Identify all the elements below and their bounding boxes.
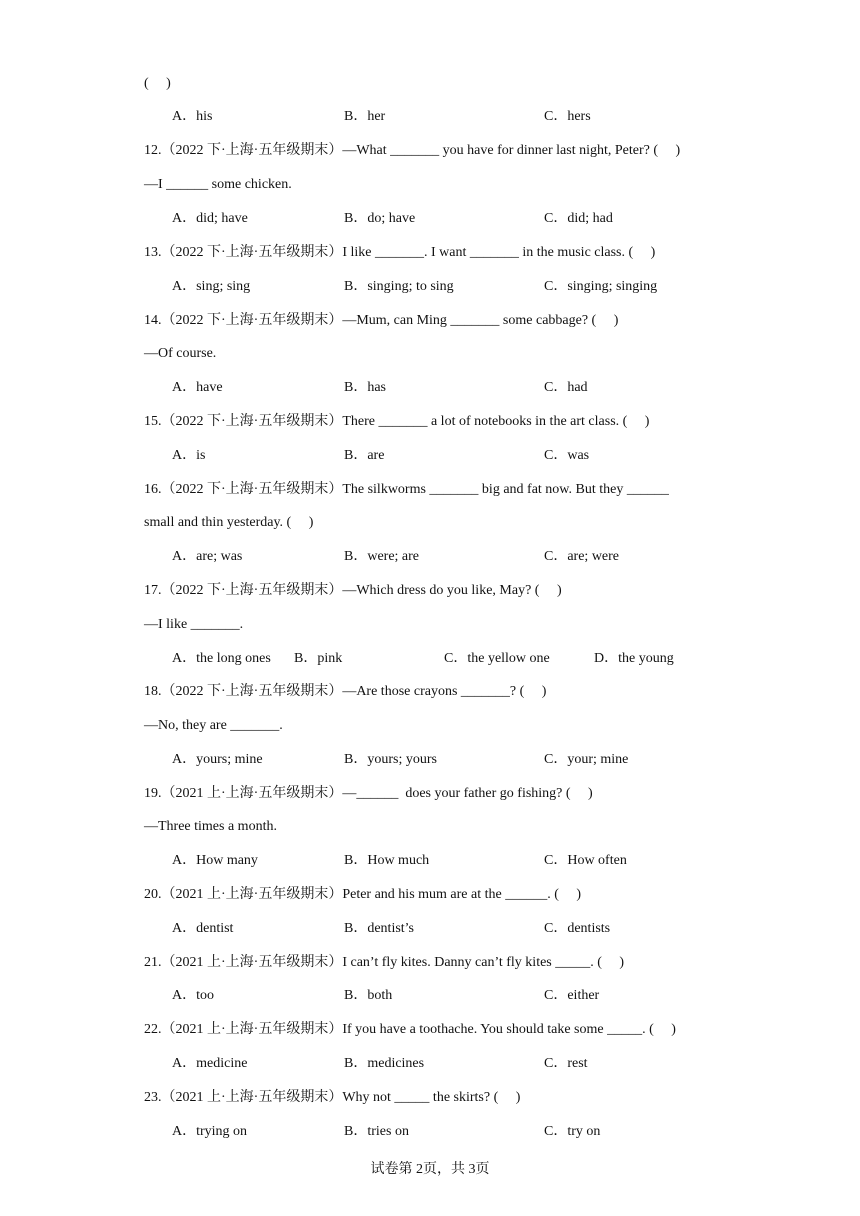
- question-23-option-a[interactable]: A．trying on: [172, 1124, 248, 1139]
- question-14-stem: 14.（2022 下·上海·五年级期末）—Mum, can Ming _______ some cabbage? ( ): [144, 313, 619, 328]
- question-17-continuation: —I like _______.: [144, 617, 244, 632]
- question-12-stem: 12.（2022 下·上海·五年级期末）—What _______ you have for dinner last night, Peter? ( ): [144, 143, 681, 158]
- question-11-bracket: ( ): [144, 76, 171, 91]
- question-23-stem: 23.（2021 上·上海·五年级期末）Why not _____ the skirts? ( ): [144, 1090, 521, 1105]
- question-19-option-c[interactable]: C．How often: [544, 853, 627, 868]
- question-18-stem: 18.（2022 下·上海·五年级期末）—Are those crayons _______? ( ): [144, 684, 547, 699]
- question-13-option-c[interactable]: C．singing; singing: [544, 279, 658, 294]
- page-footer: 试卷第 2页，共 3页: [370, 1162, 490, 1177]
- question-21-stem: 21.（2021 上·上海·五年级期末）I can’t fly kites. Danny can’t fly kites _____. ( ): [144, 955, 625, 970]
- question-16-continuation: small and thin yesterday. ( ): [144, 515, 314, 530]
- question-14-option-a[interactable]: A．have: [172, 380, 223, 395]
- question-20-option-a[interactable]: A．dentist: [172, 921, 234, 936]
- question-19-continuation: —Three times a month.: [144, 819, 277, 834]
- question-21-option-c[interactable]: C．either: [544, 988, 600, 1003]
- question-11-option-b[interactable]: B．her: [344, 109, 386, 124]
- question-17-option-d[interactable]: D．the young: [594, 651, 674, 666]
- question-12-option-a[interactable]: A．did; have: [172, 211, 248, 226]
- question-13-option-a[interactable]: A．sing; sing: [172, 279, 251, 294]
- question-22-option-a[interactable]: A．medicine: [172, 1056, 248, 1071]
- question-17-option-b[interactable]: B．pink: [294, 651, 343, 666]
- question-19-stem: 19.（2021 上·上海·五年级期末）—______ does your father go fishing? ( ): [144, 786, 593, 801]
- question-20-stem: 20.（2021 上·上海·五年级期末）Peter and his mum are at the ______. ( ): [144, 887, 582, 902]
- question-16-stem: 16.（2022 下·上海·五年级期末）The silkworms _______ big and fat now. But they ______: [144, 482, 669, 497]
- question-23-option-b[interactable]: B．tries on: [344, 1124, 409, 1139]
- question-17-option-a[interactable]: A．the long ones: [172, 651, 271, 666]
- question-19-option-a[interactable]: A．How many: [172, 853, 258, 868]
- question-15-stem: 15.（2022 下·上海·五年级期末）There _______ a lot of notebooks in the art class. ( ): [144, 414, 650, 429]
- question-22-option-b[interactable]: B．medicines: [344, 1056, 425, 1071]
- question-18-option-c[interactable]: C．your; mine: [544, 752, 629, 767]
- question-18-option-a[interactable]: A．yours; mine: [172, 752, 263, 767]
- question-13-stem: 13.（2022 下·上海·五年级期末）I like _______. I want _______ in the music class. ( ): [144, 245, 656, 260]
- question-23-option-c[interactable]: C．try on: [544, 1124, 601, 1139]
- question-18-option-b[interactable]: B．yours; yours: [344, 752, 437, 767]
- question-17-stem: 17.（2022 下·上海·五年级期末）—Which dress do you like, May? ( ): [144, 583, 562, 598]
- question-14-option-c[interactable]: C．had: [544, 380, 588, 395]
- question-15-option-a[interactable]: A．is: [172, 448, 206, 463]
- question-11-option-c[interactable]: C．hers: [544, 109, 591, 124]
- question-22-option-c[interactable]: C．rest: [544, 1056, 588, 1071]
- question-16-option-b[interactable]: B．were; are: [344, 549, 420, 564]
- question-20-option-b[interactable]: B．dentist’s: [344, 921, 415, 936]
- question-11-option-a[interactable]: A．his: [172, 109, 213, 124]
- question-14-option-b[interactable]: B．has: [344, 380, 386, 395]
- question-15-option-b[interactable]: B．are: [344, 448, 385, 463]
- question-12-option-b[interactable]: B．do; have: [344, 211, 416, 226]
- question-22-stem: 22.（2021 上·上海·五年级期末）If you have a toothache. You should take some _____. ( ): [144, 1022, 676, 1037]
- question-13-option-b[interactable]: B．singing; to sing: [344, 279, 454, 294]
- question-20-option-c[interactable]: C．dentists: [544, 921, 611, 936]
- question-21-option-a[interactable]: A．too: [172, 988, 214, 1003]
- question-16-option-a[interactable]: A．are; was: [172, 549, 243, 564]
- question-16-option-c[interactable]: C．are; were: [544, 549, 620, 564]
- question-12-option-c[interactable]: C．did; had: [544, 211, 613, 226]
- question-17-option-c[interactable]: C．the yellow one: [444, 651, 550, 666]
- question-15-option-c[interactable]: C．was: [544, 448, 590, 463]
- question-19-option-b[interactable]: B．How much: [344, 853, 430, 868]
- question-14-continuation: —Of course.: [144, 346, 217, 361]
- question-18-continuation: —No, they are _______.: [144, 718, 283, 733]
- question-12-continuation: —I ______ some chicken.: [144, 177, 292, 192]
- question-21-option-b[interactable]: B．both: [344, 988, 393, 1003]
